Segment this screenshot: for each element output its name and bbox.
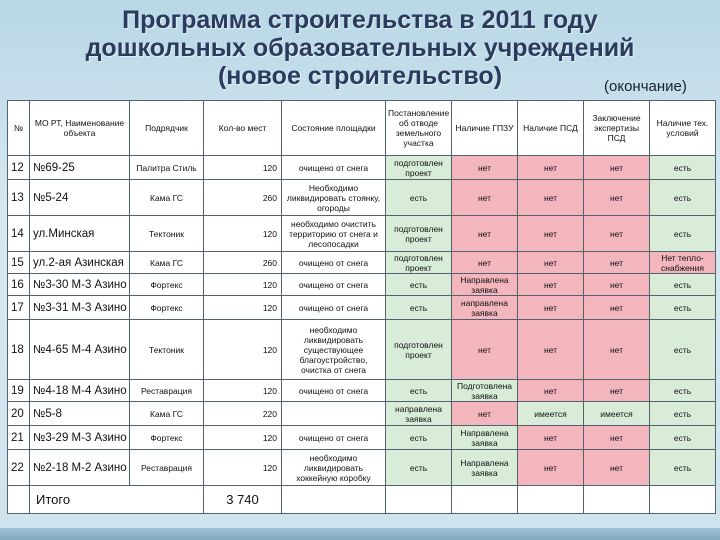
header-expertise: Заключение экспертизы ПСД [584, 101, 650, 156]
header-tech: Наличие тех. условий [650, 101, 716, 156]
row-gpzu: Подготовлена заявка [452, 380, 518, 402]
footer-bar [0, 528, 720, 540]
row-tech: есть [650, 156, 716, 180]
row-expertise: нет [584, 156, 650, 180]
row-psd: нет [518, 274, 584, 296]
header-site: Состояние площадки [282, 101, 386, 156]
table-row [8, 156, 716, 180]
row-num: 19 [8, 380, 30, 402]
row-tech: есть [650, 180, 716, 216]
row-tech: есть [650, 402, 716, 426]
row-gpzu: нет [452, 156, 518, 180]
row-expertise: нет [584, 180, 650, 216]
row-site: очищено от снега [282, 156, 386, 180]
row-num: 20 [8, 402, 30, 426]
row-site: очищено от снега [282, 252, 386, 274]
row-site [282, 402, 386, 426]
row-psd: нет [518, 216, 584, 252]
row-qty: 120 [204, 274, 282, 296]
row-num: 21 [8, 426, 30, 450]
row-expertise: нет [584, 252, 650, 274]
table-row [8, 426, 716, 450]
row-name: №3-29 М-3 Азино [30, 426, 130, 450]
row-num: 22 [8, 450, 30, 486]
row-land: есть [386, 296, 452, 320]
row-tech: есть [650, 274, 716, 296]
table-row [8, 450, 716, 486]
title-line-1: Программа строительства в 2011 году [122, 6, 598, 34]
row-num: 14 [8, 216, 30, 252]
title-line-2: дошкольных образовательных учреждений [85, 34, 635, 62]
row-gpzu: Направлена заявка [452, 450, 518, 486]
row-gpzu: нет [452, 320, 518, 380]
table-row [8, 252, 716, 274]
row-site: очищено от снега [282, 426, 386, 450]
total-empty-cell [518, 486, 584, 514]
table-row [8, 216, 716, 252]
row-gpzu: нет [452, 402, 518, 426]
row-name: №69-25 [30, 156, 130, 180]
row-name: №2-18 М-2 Азино [30, 450, 130, 486]
row-land: подготовлен проект [386, 320, 452, 380]
row-expertise: нет [584, 274, 650, 296]
row-name: №4-65 М-4 Азино [30, 320, 130, 380]
row-expertise: нет [584, 426, 650, 450]
row-psd: имеется [518, 402, 584, 426]
table-row [8, 274, 716, 296]
header-gpzu: Наличие ГПЗУ [452, 101, 518, 156]
row-qty: 120 [204, 320, 282, 380]
row-contractor: Тектоник [130, 216, 204, 252]
row-contractor: Реставрация [130, 380, 204, 402]
row-expertise: нет [584, 450, 650, 486]
row-tech: есть [650, 380, 716, 402]
total-qty: 3 740 [204, 486, 282, 514]
row-tech: есть [650, 216, 716, 252]
header-psd: Наличие ПСД [518, 101, 584, 156]
table-row [8, 380, 716, 402]
row-name: №5-8 [30, 402, 130, 426]
row-qty: 120 [204, 380, 282, 402]
row-psd: нет [518, 180, 584, 216]
total-row [8, 486, 716, 514]
header-land: Постановление об отводе земельного участка [386, 101, 452, 156]
row-contractor: Фортекс [130, 274, 204, 296]
row-contractor: Реставрация [130, 450, 204, 486]
row-land: подготовлен проект [386, 252, 452, 274]
construction-table-container [7, 100, 715, 514]
row-land: подготовлен проект [386, 216, 452, 252]
row-tech: есть [650, 450, 716, 486]
row-site: необходимо очистить территорию от снега и лесопосадки [282, 216, 386, 252]
row-expertise: нет [584, 380, 650, 402]
header-name: МО РТ, Наименование объекта [30, 101, 130, 156]
total-empty-cell [386, 486, 452, 514]
total-empty-cell [584, 486, 650, 514]
row-contractor: Фортекс [130, 426, 204, 450]
row-site: очищено от снега [282, 274, 386, 296]
row-site: Необходимо ликвидировать стоянку, огороды [282, 180, 386, 216]
row-qty: 120 [204, 156, 282, 180]
row-name: №3-31 М-3 Азино [30, 296, 130, 320]
row-gpzu: Направлена заявка [452, 426, 518, 450]
row-psd: нет [518, 380, 584, 402]
row-expertise: нет [584, 216, 650, 252]
row-psd: нет [518, 426, 584, 450]
row-tech: есть [650, 296, 716, 320]
table-row [8, 402, 716, 426]
row-qty: 260 [204, 180, 282, 216]
row-psd: нет [518, 450, 584, 486]
row-psd: нет [518, 252, 584, 274]
row-expertise: имеется [584, 402, 650, 426]
row-name: ул.Минская [30, 216, 130, 252]
row-tech: Нет тепло- снабжения [650, 252, 716, 274]
row-contractor: Кама ГС [130, 252, 204, 274]
row-name: №5-24 [30, 180, 130, 216]
row-gpzu: нет [452, 180, 518, 216]
row-land: направлена заявка [386, 402, 452, 426]
row-contractor: Кама ГС [130, 402, 204, 426]
table-row [8, 320, 716, 380]
row-name: №3-30 М-3 Азино [30, 274, 130, 296]
row-num: 12 [8, 156, 30, 180]
row-qty: 120 [204, 216, 282, 252]
header-contractor: Подрядчик [130, 101, 204, 156]
row-land: подготовлен проект [386, 156, 452, 180]
row-site: очищено от снега [282, 296, 386, 320]
row-tech: есть [650, 320, 716, 380]
row-name: ул.2-ая Азинская [30, 252, 130, 274]
row-name: №4-18 М-4 Азино [30, 380, 130, 402]
row-num: 15 [8, 252, 30, 274]
row-contractor: Тектоник [130, 320, 204, 380]
row-gpzu: Направлена заявка [452, 274, 518, 296]
row-qty: 120 [204, 426, 282, 450]
row-contractor: Палитра Стиль [130, 156, 204, 180]
row-psd: нет [518, 296, 584, 320]
subtitle: (окончание) [604, 78, 687, 95]
row-site: очищено от снега [282, 380, 386, 402]
title-line-3: (новое строительство) [217, 62, 503, 90]
row-land: есть [386, 426, 452, 450]
row-land: есть [386, 274, 452, 296]
row-expertise: нет [584, 296, 650, 320]
row-land: есть [386, 450, 452, 486]
row-site: необходимо ликвидировать существующее благоустройство, очистка от снега [282, 320, 386, 380]
row-num: 17 [8, 296, 30, 320]
row-contractor: Кама ГС [130, 180, 204, 216]
row-psd: нет [518, 320, 584, 380]
total-label: Итого [30, 486, 204, 514]
total-empty-cell [282, 486, 386, 514]
row-psd: нет [518, 156, 584, 180]
row-num: 13 [8, 180, 30, 216]
total-empty-cell [452, 486, 518, 514]
header-qty: Кол-во мест [204, 101, 282, 156]
row-gpzu: нет [452, 216, 518, 252]
row-site: необходимо ликвидировать хоккейную коробку [282, 450, 386, 486]
row-qty: 260 [204, 252, 282, 274]
row-tech: есть [650, 426, 716, 450]
row-gpzu: нет [452, 252, 518, 274]
total-num-cell [8, 486, 30, 514]
total-empty-cell [650, 486, 716, 514]
row-gpzu: направлена заявка [452, 296, 518, 320]
row-contractor: Фортекс [130, 296, 204, 320]
table-row [8, 180, 716, 216]
table-row [8, 296, 716, 320]
row-num: 16 [8, 274, 30, 296]
row-land: есть [386, 180, 452, 216]
row-qty: 120 [204, 450, 282, 486]
construction-table [7, 100, 716, 514]
row-expertise: нет [584, 320, 650, 380]
row-num: 18 [8, 320, 30, 380]
row-qty: 120 [204, 296, 282, 320]
table-header-row [8, 101, 716, 156]
row-land: есть [386, 380, 452, 402]
header-num: № [8, 101, 30, 156]
row-qty: 220 [204, 402, 282, 426]
